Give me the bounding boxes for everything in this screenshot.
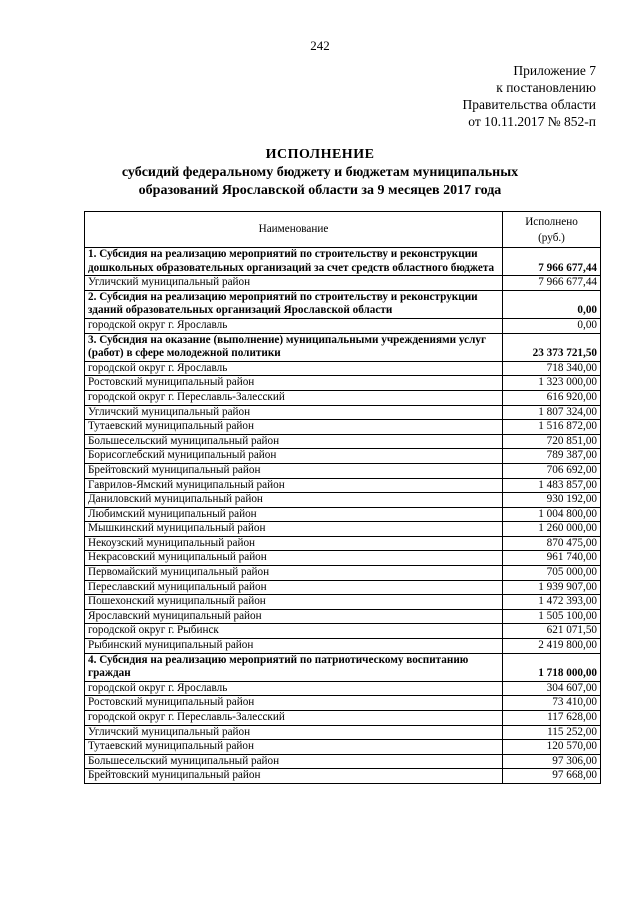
table-row: [85, 711, 601, 726]
table-row: [85, 493, 601, 508]
amount-cell: 1 939 907,00: [503, 580, 601, 595]
section-name-cell: 3. Субсидия на оказание (выполнение) муниципальными учреждениями услуг (работ) в сфере молодежной политики: [85, 333, 503, 361]
section-amount-cell: 0,00: [503, 290, 601, 318]
amount-cell: 1 483 857,00: [503, 478, 601, 493]
amount-cell: 1 323 000,00: [503, 376, 601, 391]
section-amount-cell: 7 966 677,44: [503, 248, 601, 276]
section-name-cell: 1. Субсидия на реализацию мероприятий по строительству и реконструкции дошкольных образовательных организаций за счет средств областного бюджета: [85, 248, 503, 276]
table-row: [85, 595, 601, 610]
section-row: [85, 653, 601, 681]
table-row: [85, 449, 601, 464]
amount-cell: 0,00: [503, 318, 601, 333]
appendix-line: к постановлению: [496, 80, 596, 95]
name-cell: Первомайский муниципальный район: [85, 566, 503, 581]
amount-cell: 120 570,00: [503, 740, 601, 755]
name-cell: Ростовский муниципальный район: [85, 376, 503, 391]
table-row: [85, 740, 601, 755]
table-row: [85, 522, 601, 537]
table-row: [85, 507, 601, 522]
section-amount-cell: 23 373 721,50: [503, 333, 601, 361]
table-row: [85, 681, 601, 696]
name-cell: Ростовский муниципальный район: [85, 696, 503, 711]
name-cell: Тутаевский муниципальный район: [85, 740, 503, 755]
table-row: [85, 536, 601, 551]
name-cell: Любимский муниципальный район: [85, 507, 503, 522]
table-row: [85, 463, 601, 478]
table-row: [85, 551, 601, 566]
name-cell: Даниловский муниципальный район: [85, 493, 503, 508]
amount-cell: 73 410,00: [503, 696, 601, 711]
amount-cell: 720 851,00: [503, 434, 601, 449]
appendix-block: [463, 62, 596, 130]
name-cell: Ярославский муниципальный район: [85, 609, 503, 624]
name-cell: городской округ г. Ярославль: [85, 318, 503, 333]
amount-cell: 870 475,00: [503, 536, 601, 551]
name-cell: Угличский муниципальный район: [85, 276, 503, 291]
name-cell: Некоузский муниципальный район: [85, 536, 503, 551]
table-row: [85, 376, 601, 391]
amount-cell: 1 516 872,00: [503, 420, 601, 435]
column-header-name: Наименование: [85, 212, 503, 248]
name-cell: Переславский муниципальный район: [85, 580, 503, 595]
amount-cell: 97 306,00: [503, 754, 601, 769]
name-cell: Гаврилов-Ямский муниципальный район: [85, 478, 503, 493]
amount-cell: 7 966 677,44: [503, 276, 601, 291]
appendix-line: Правительства области: [462, 97, 596, 112]
name-cell: Тутаевский муниципальный район: [85, 420, 503, 435]
table-row: [85, 639, 601, 654]
table-row: [85, 580, 601, 595]
table-row: [85, 420, 601, 435]
table-row: [85, 478, 601, 493]
amount-cell: 718 340,00: [503, 361, 601, 376]
table-row: [85, 361, 601, 376]
table-row: [85, 609, 601, 624]
name-cell: Борисоглебский муниципальный район: [85, 449, 503, 464]
name-cell: Угличский муниципальный район: [85, 405, 503, 420]
amount-cell: 621 071,50: [503, 624, 601, 639]
name-cell: Угличский муниципальный район: [85, 725, 503, 740]
name-cell: Мышкинский муниципальный район: [85, 522, 503, 537]
title-line: ИСПОЛНЕНИЕ: [265, 147, 375, 162]
table-body: [85, 248, 601, 784]
name-cell: Пошехонский муниципальный район: [85, 595, 503, 610]
name-cell: Большесельский муниципальный район: [85, 754, 503, 769]
section-name-cell: 2. Субсидия на реализацию мероприятий по строительству и реконструкции зданий образовательных организаций Ярославской области: [85, 290, 503, 318]
amount-cell: 2 419 800,00: [503, 639, 601, 654]
amount-cell: 115 252,00: [503, 725, 601, 740]
name-cell: городской округ г. Переславль-Залесский: [85, 711, 503, 726]
subsidies-table: [84, 211, 601, 784]
table-row: [85, 725, 601, 740]
column-header-amount-line: (руб.): [538, 231, 565, 244]
section-name-cell: 4. Субсидия на реализацию мероприятий по патриотическому воспитанию граждан: [85, 653, 503, 681]
column-header-amount-line: Исполнено: [525, 215, 578, 228]
column-header-amount: [503, 212, 601, 248]
name-cell: Большесельский муниципальный район: [85, 434, 503, 449]
table-row: [85, 276, 601, 291]
table-row: [85, 624, 601, 639]
amount-cell: 1 260 000,00: [503, 522, 601, 537]
amount-cell: 1 472 393,00: [503, 595, 601, 610]
table-header-row: [85, 212, 601, 248]
section-amount-cell: 1 718 000,00: [503, 653, 601, 681]
section-row: [85, 333, 601, 361]
document-title: [0, 146, 640, 200]
section-row: [85, 290, 601, 318]
title-line: образований Ярославской области за 9 месяцев 2017 года: [138, 183, 502, 198]
page-number: 242: [310, 38, 330, 53]
appendix-line: Приложение 7: [513, 63, 596, 78]
name-cell: Брейтовский муниципальный район: [85, 463, 503, 478]
table-row: [85, 390, 601, 405]
amount-cell: 930 192,00: [503, 493, 601, 508]
name-cell: городской округ г. Рыбинск: [85, 624, 503, 639]
table-row: [85, 434, 601, 449]
table-row: [85, 769, 601, 784]
appendix-line: от 10.11.2017 № 852-п: [468, 114, 596, 129]
name-cell: Некрасовский муниципальный район: [85, 551, 503, 566]
title-line: субсидий федеральному бюджету и бюджетам муниципальных: [121, 165, 519, 180]
amount-cell: 961 740,00: [503, 551, 601, 566]
name-cell: городской округ г. Ярославль: [85, 361, 503, 376]
name-cell: Брейтовский муниципальный район: [85, 769, 503, 784]
amount-cell: 117 628,00: [503, 711, 601, 726]
amount-cell: 1 004 800,00: [503, 507, 601, 522]
table-row: [85, 405, 601, 420]
amount-cell: 706 692,00: [503, 463, 601, 478]
amount-cell: 1 807 324,00: [503, 405, 601, 420]
amount-cell: 789 387,00: [503, 449, 601, 464]
table-row: [85, 696, 601, 711]
amount-cell: 705 000,00: [503, 566, 601, 581]
amount-cell: 97 668,00: [503, 769, 601, 784]
amount-cell: 616 920,00: [503, 390, 601, 405]
name-cell: городской округ г. Переславль-Залесский: [85, 390, 503, 405]
name-cell: городской округ г. Ярославль: [85, 681, 503, 696]
amount-cell: 304 607,00: [503, 681, 601, 696]
table-row: [85, 754, 601, 769]
table-row: [85, 318, 601, 333]
section-row: [85, 248, 601, 276]
amount-cell: 1 505 100,00: [503, 609, 601, 624]
name-cell: Рыбинский муниципальный район: [85, 639, 503, 654]
table-row: [85, 566, 601, 581]
